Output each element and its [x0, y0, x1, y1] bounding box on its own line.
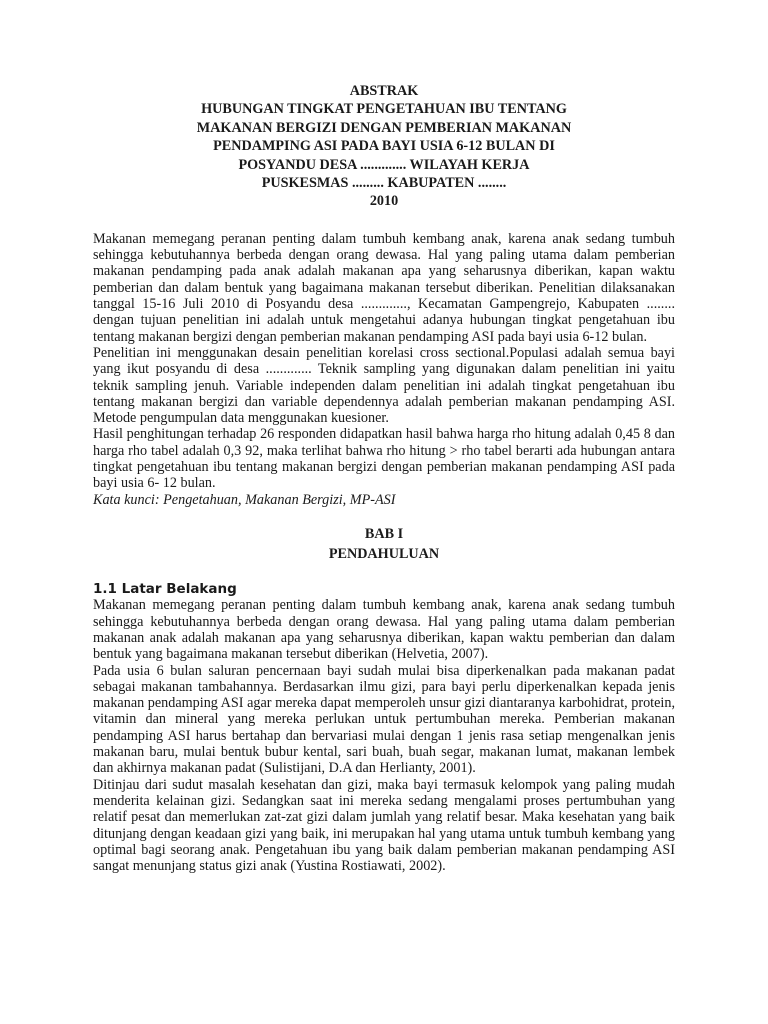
abstract-paragraph: Penelitian ini menggunakan desain penelitian korelasi cross sectional.Populasi adalah semua bayi yang ikut posyandu di desa ............. Teknik sampling yang digunakan dalam penelitian ini yaitu teknik sampling jenuh. Variable independen dalam penelitian ini adalah tingkat pengetahuan ibu tentang makanan bergizi dan variable dependennya adalah pemberian makanan pendamping ASI. Metode pengumpulan data menggunakan kuesioner.: [93, 344, 675, 427]
abstract-label: ABSTRAK: [349, 83, 419, 99]
abstract-paragraph: Hasil penghitungan terhadap 26 responden didapatkan hasil bahwa harga rho hitung adalah 0,45 8 dan harga rho tabel adalah 0,3 92, maka terlihat bahwa rho hitung > rho tabel berarti ada hubungan antara tingkat pengetahuan ibu tentang makanan bergizi dengan pemberian makanan pendamping ASI pada bayi usia 6- 12 bulan.: [93, 426, 675, 492]
abstract-keywords: Kata kunci: Pengetahuan, Makanan Bergizi, MP-ASI: [93, 491, 396, 508]
section-paragraph: Ditinjau dari sudut masalah kesehatan dan gizi, maka bayi termasuk kelompok yang paling mudah menderita kelainan gizi. Sedangkan saat ini mereka sedang mengalami proses pertumbuhan yang relatif pesat dan memerlukan zat-zat gizi dalam jumlah yang relatif besar. Maka kesehatan yang baik ditunjang dengan keadaan gizi yang baik, ini merupakan hal yang utama untuk tumbuh kembang yang optimal bagi seorang anak. Pengetahuan ibu yang baik dalam pemberian makanan pendamping ASI sangat menunjang status gizi anak (Yustina Rostiawati, 2002).: [93, 776, 675, 875]
title-line: POSYANDU DESA ............. WILAYAH KERJA: [238, 156, 530, 173]
abstract-body: [93, 231, 675, 508]
title-line: HUBUNGAN TINGKAT PENGETAHUAN IBU TENTANG: [201, 101, 567, 118]
title-line: MAKANAN BERGIZI DENGAN PEMBERIAN MAKANAN: [196, 119, 572, 136]
title-line: PUSKESMAS ......... KABUPATEN ........: [261, 175, 507, 192]
section-paragraph: Makanan memegang peranan penting dalam tumbuh kembang anak, karena anak sedang tumbuh sehingga kebutuhannya berbeda dengan orang dewasa. Hal yang paling utama dalam pemberian makanan anak adalah makanan apa yang seharusnya diberikan, kapan waktu pemberian dan dalam bentuk yang bagaimana makanan tersebut diberikan (Helvetia, 2007).: [93, 597, 675, 663]
section-paragraph: Pada usia 6 bulan saluran pencernaan bayi sudah mulai bisa diperkenalkan pada makanan padat sebagai makanan tambahannya. Berdasarkan ilmu gizi, para bayi perlu diperkenalkan kepada jenis makanan pendamping ASI agar mereka dapat memperoleh unsur gizi diantaranya karbohidrat, protein, vitamin dan mineral yang mereka perlukan untuk pertumbuhan mereka. Pemberian makanan pendamping ASI harus bertahap dan bervariasi mulai dengan 1 jenis rasa setiap mengenalkan jenis makanan baru, mulai bentuk bubur kental, sari buah, buah segar, makanan lumat, makanan lembek dan akhirnya makanan padat (Sulistijani, D.A dan Herlianty, 2001).: [93, 662, 675, 777]
chapter-heading: [93, 524, 675, 564]
title-line: PENDAMPING ASI PADA BAYI USIA 6-12 BULAN DI: [213, 138, 555, 155]
chapter-title: PENDAHULUAN: [328, 545, 440, 562]
chapter-number: BAB I: [364, 525, 404, 542]
title-year: 2010: [369, 193, 399, 210]
section-body: [93, 581, 675, 875]
abstract-heading: [93, 82, 675, 211]
abstract-paragraph: Makanan memegang peranan penting dalam tumbuh kembang anak, karena anak sedang tumbuh sehingga kebutuhannya berbeda dengan orang dewasa. Hal yang paling utama dalam pemberian makanan pendamping pada anak adalah makanan apa yang seharusnya diberikan, kapan waktu pemberian dan dalam bentuk yang bagaimana makanan tersebut diberikan. Penelitian dilaksanakan tanggal 15-16 Juli 2010 di Posyandu desa ............., Kecamatan Gampengrejo, Kabupaten ........ dengan tujuan penelitian ini adalah untuk mengetahui adanya hubungan tingkat pengetahuan ibu tentang makanan bergizi dengan pemberian makanan pendamping ASI pada bayi usia 6-12 bulan.: [93, 230, 675, 345]
section-title: 1.1 Latar Belakang: [93, 580, 237, 597]
